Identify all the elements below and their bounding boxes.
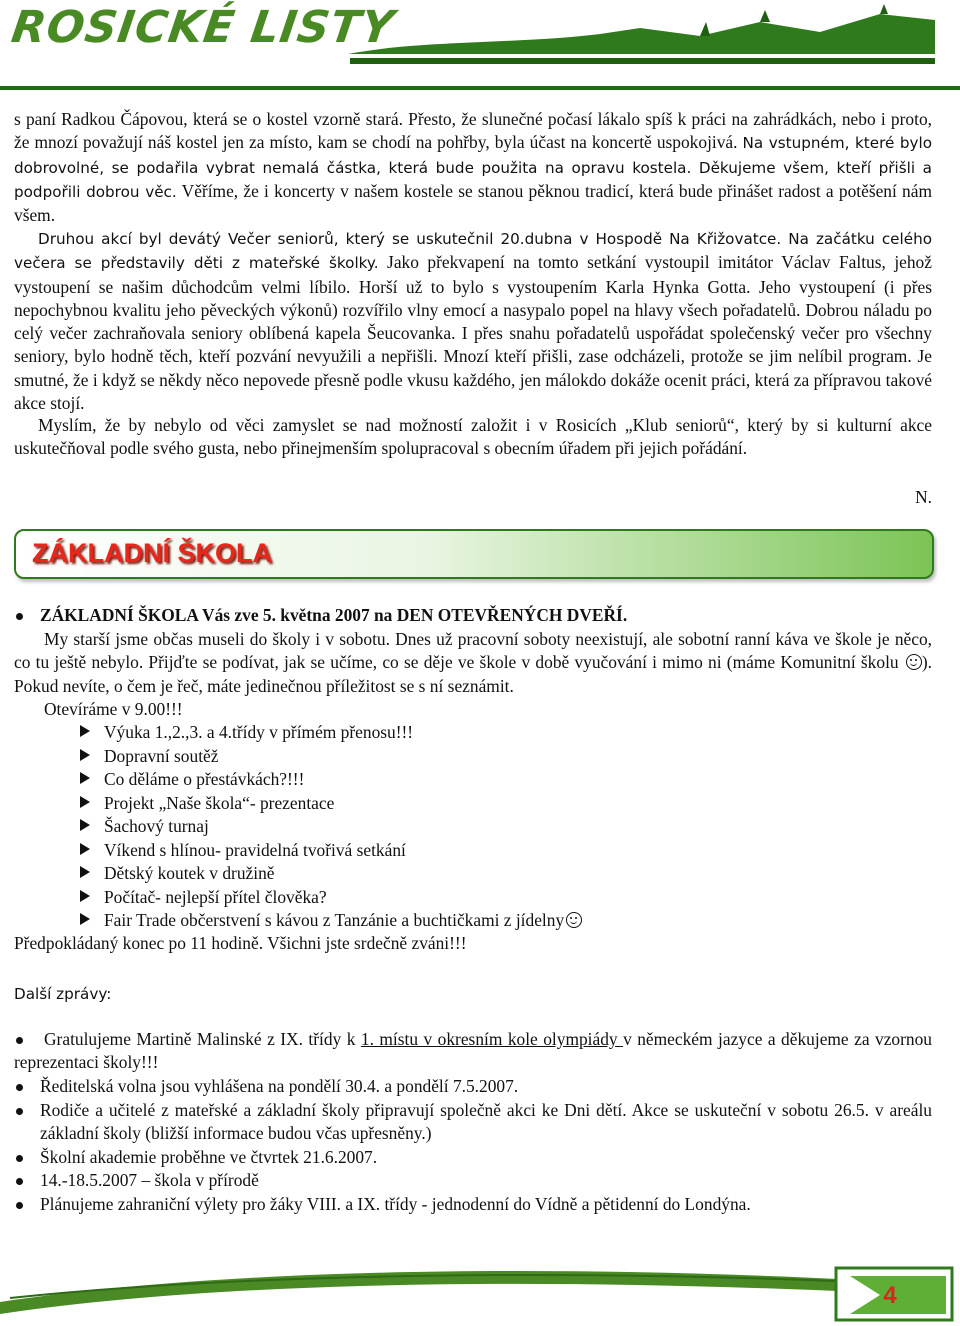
bullet-icon: [16, 1202, 23, 1209]
arrow-bullet-icon: [80, 796, 90, 808]
list-item: Počítač- nejlepší přítel člověka?: [80, 886, 327, 909]
list-item: Projekt „Naše škola“- prezentace: [80, 792, 334, 815]
arrow-bullet-icon: [80, 866, 90, 878]
list-item: Co děláme o přestávkách?!!!: [80, 768, 304, 791]
section-title: ZÁKLADNÍ ŠKOLA: [32, 538, 272, 568]
list-item: Šachový turnaj: [80, 815, 209, 838]
arrow-bullet-icon: [80, 890, 90, 902]
newsletter-logo: ROSICKÉ LISTY: [8, 2, 398, 53]
smiley-icon: [906, 654, 922, 670]
article-paragraph: Druhou akcí byl devátý Večer seniorů, který se uskutečnil 20.dubna v Hospodě Na Křižovatce. Na začátku celého večera se představily děti z mateřské školky. Jako překvapení na tomto setkání vystoupil imitátor Václav Faltus, jehož vystoupení se našim důchodcům velmi líbilo. Horší už to bylo s vystoupením Karla Hynka Gotta. Jeho vystoupení (i přes nepochybnou kvalitu jeho pěveckých výkonů) rozvířilo vlny emocí a nasypalo popel na hlavy všech pořadatelů. Dobrou náladu po celý večer zachraňovala seniory oblíbená kapela Šeucovanka. I přes snahu pořadatelů uspořádat společenský večer pro všechny seniory, bylo hodně těch, kteří pozvání nevyužili a nepřišli. Mnozí kteří přišli, zase odcházeli, protože se jim nelíbil program. Je smutné, že i když se někdy něco nepovede přesně podle vkusu každého, jen málokdo dokáže ocenit práci, která za přípravou takové akce stojí.: [14, 230, 932, 414]
section-banner: [14, 529, 934, 579]
article-paragraph: s paní Radkou Čápovou, která se o kostel vzorně stará. Přesto, že slunečné počasí lákalo spíš k práci na zahrádkách, nebo i proto, že mnozí považují náš kostel jen za místo, kam se chodí na pohřby, byla účast na koncertě uspokojivá. Na vstupném, které bylo dobrovolné, se podařila vybrat nemalá částka, která bude použita na opravu kostela. Děkujeme všem, kteří přišli a podpořili dobrou věc. Věříme, že i koncerty v našem kostele se stanou pěknou tradicí, která bude přinášet radost a potěšení nám všem.: [14, 109, 932, 226]
footer-decoration: [0, 1262, 960, 1326]
page-number: 4: [883, 1282, 897, 1309]
closing-text: Předpokládaný konec po 11 hodině. Všichni jste srdečně zváni!!!: [14, 933, 467, 953]
bullet-icon: [16, 613, 23, 620]
arrow-bullet-icon: [80, 749, 90, 761]
arrow-bullet-icon: [80, 725, 90, 737]
list-item: Výuka 1.,2.,3. a 4.třídy v přímém přenosu!!!: [80, 721, 413, 744]
bullet-icon: [16, 1108, 23, 1115]
more-news-label: Další zprávy:: [14, 985, 112, 1003]
bullet-icon: [16, 1155, 23, 1162]
list-item: Víkend s hlínou- pravidelná tvořivá setkání: [80, 839, 406, 862]
article-paragraph: Myslím, že by nebylo od věci zamyslet se nad možností založit i v Rosicích „Klub seniorů“, který by si kulturní akce uskutečňoval podle svého gusta, nebo přinejmenším spolupracoval s obecním úřadem při jejich pořádání.: [14, 415, 932, 459]
list-item: Fair Trade občerstvení s kávou z Tanzánie a buchtičkami z jídelny: [80, 909, 582, 932]
olympiad-link[interactable]: 1. místu v okresním kole olympiády: [360, 1029, 624, 1049]
bullet-icon: [16, 1084, 23, 1091]
opening-time: Otevíráme v 9.00!!!: [44, 699, 183, 719]
smiley-icon: [566, 912, 582, 928]
arrow-bullet-icon: [80, 843, 90, 855]
list-item: Gratulujeme Martině Malinské z IX. třídy k 1. místu v okresním kole olympiády v německém jazyce a děkujeme za vzornou reprezentaci školy!!!: [14, 1029, 932, 1073]
school-intro: My starší jsme občas museli do školy i v sobotu. Dnes už pracovní soboty neexistují, ale sobotní ranní káva ve škole je něco, co tu ještě nebylo. Přijďte se podívat, jak se učíme, co se děje ve škole v době vyučování i mimo ni (máme Komunitní školu ). Pokud nevíte, o čem je řeč, máte jedinečnou příležitost se s ní seznámit.: [14, 629, 932, 696]
arrow-bullet-icon: [80, 913, 90, 925]
article-signature: N.: [915, 487, 932, 507]
arrow-bullet-icon: [80, 819, 90, 831]
list-item: Dětský koutek v družině: [80, 862, 274, 885]
list-item: Dopravní soutěž: [80, 745, 218, 768]
arrow-bullet-icon: [80, 772, 90, 784]
event-headline: ZÁKLADNÍ ŠKOLA Vás zve 5. května 2007 na DEN OTEVŘENÝCH DVEŘÍ.: [40, 605, 628, 625]
bullet-icon: [16, 1178, 23, 1185]
page-header: [0, 0, 960, 95]
